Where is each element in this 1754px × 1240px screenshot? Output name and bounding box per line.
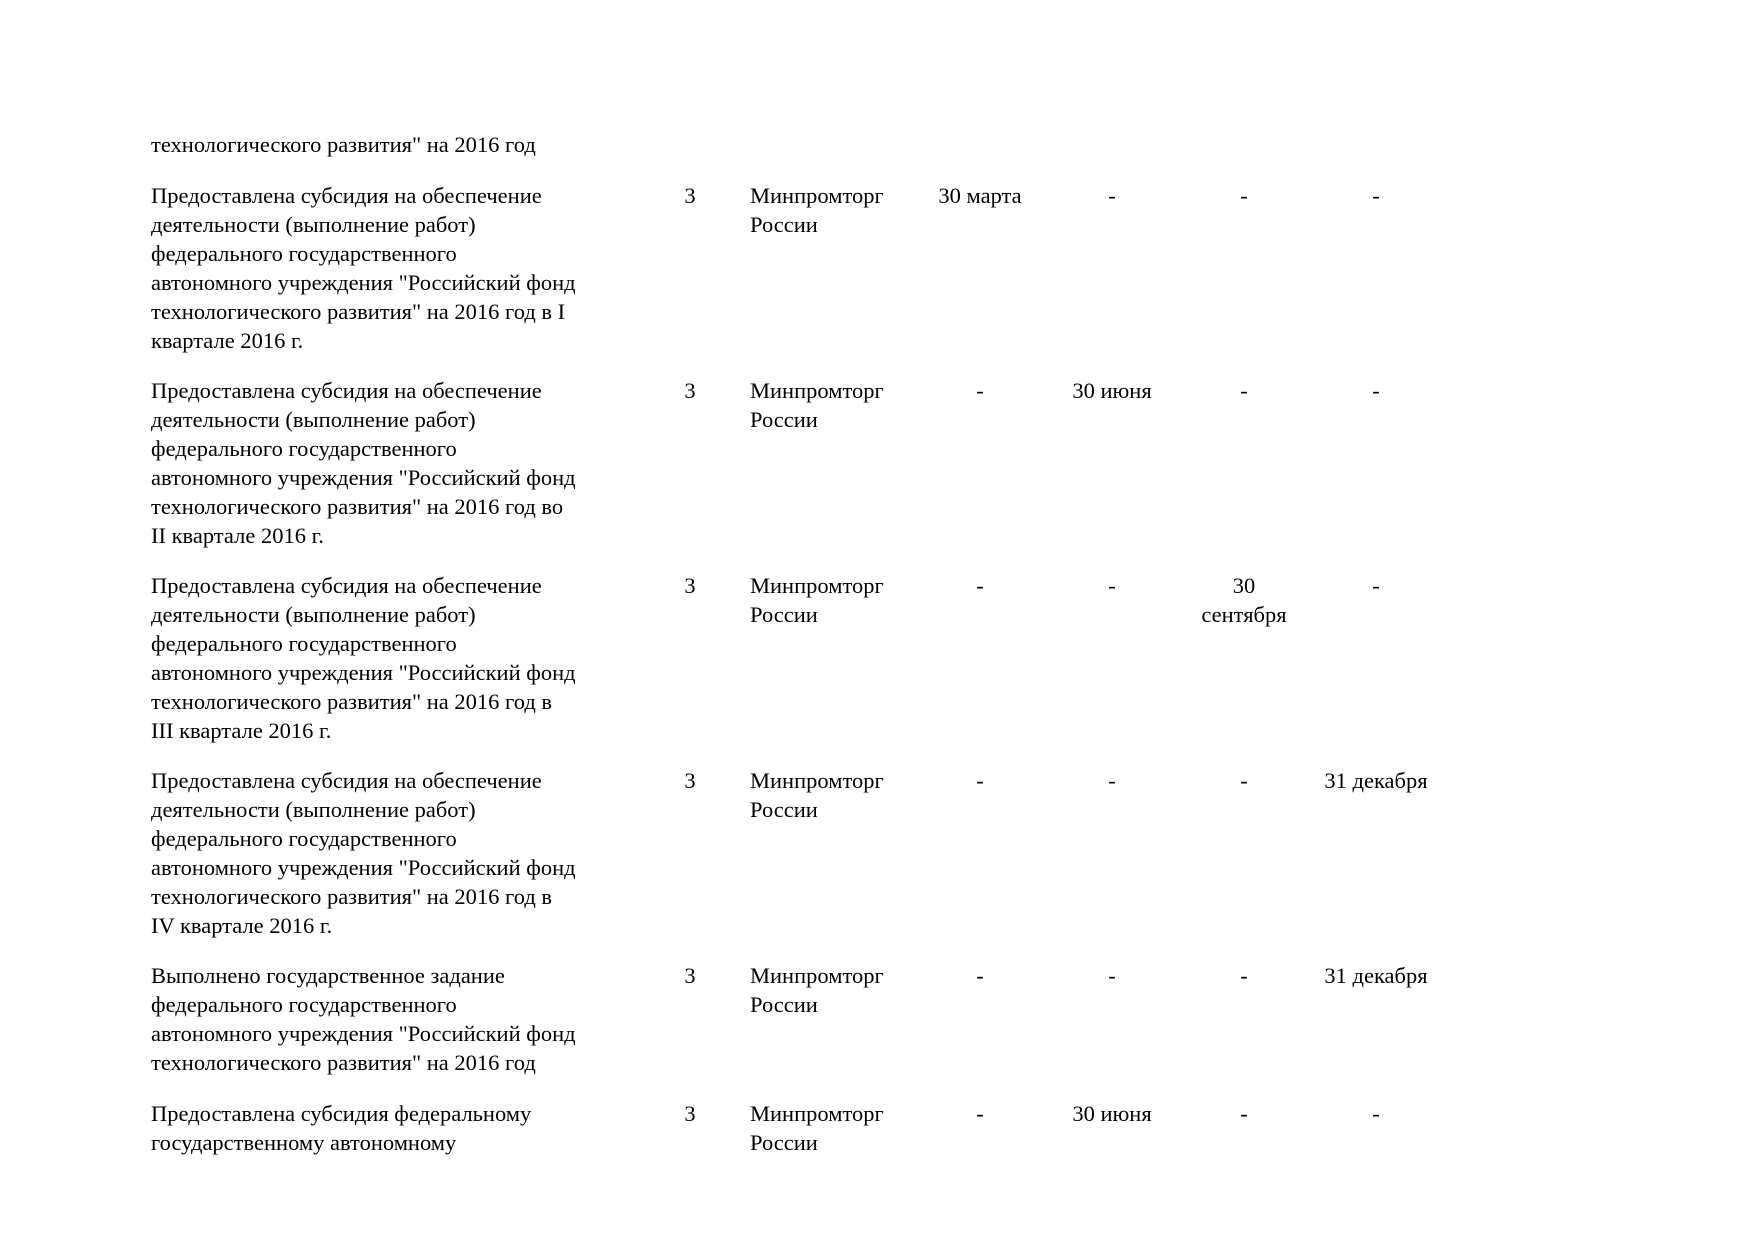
row-q1-deadline: 30 марта bbox=[938, 183, 1022, 208]
row-q4-deadline: 31 декабря bbox=[1324, 768, 1428, 793]
row-description: Предоставлена субсидия на обеспечение деятельности (выполнение работ) федерального государственного автономного учреждения "Российский фонд технологического развития" на 2016 год в IV квартале 2016 г. bbox=[151, 768, 576, 938]
row-description: Предоставлена субсидия на обеспечение деятельности (выполнение работ) федерального государственного автономного учреждения "Российский фонд технологического развития" на 2016 год во II квартале 2016 г. bbox=[151, 378, 576, 548]
row-number: 3 bbox=[684, 963, 696, 988]
row-description: Выполнено государственное задание федерального государственного автономного учреждения "Российский фонд технологического развития" на 2016 год bbox=[151, 963, 576, 1075]
row-executor: Минпромторг России bbox=[750, 1101, 884, 1155]
row-q2-deadline: - bbox=[1108, 183, 1116, 208]
row-q4-deadline: 31 декабря bbox=[1324, 963, 1428, 988]
row-q3-deadline: - bbox=[1240, 378, 1248, 403]
row-q3-deadline: - bbox=[1240, 183, 1248, 208]
row-description: Предоставлена субсидия федеральному государственному автономному bbox=[151, 1101, 532, 1155]
row-q4-deadline: - bbox=[1372, 378, 1380, 403]
row-q2-deadline: - bbox=[1108, 963, 1116, 988]
row-description: Предоставлена субсидия на обеспечение деятельности (выполнение работ) федерального государственного автономного учреждения "Российский фонд технологического развития" на 2016 год в III квартале 2016 г. bbox=[151, 573, 576, 743]
row-number: 3 bbox=[684, 183, 696, 208]
row-q3-deadline: - bbox=[1240, 768, 1248, 793]
row-q1-deadline: - bbox=[976, 963, 984, 988]
row-q1-deadline: - bbox=[976, 768, 984, 793]
row-q1-deadline: - bbox=[976, 573, 984, 598]
row-q1-deadline: - bbox=[976, 1101, 984, 1126]
row-q2-deadline: 30 июня bbox=[1072, 378, 1152, 403]
row-q4-deadline: - bbox=[1372, 1101, 1380, 1126]
row-q2-deadline: 30 июня bbox=[1072, 1101, 1152, 1126]
row-q2-deadline: - bbox=[1108, 768, 1116, 793]
row-q3-deadline: - bbox=[1240, 963, 1248, 988]
row-executor: Минпромторг России bbox=[750, 768, 884, 822]
row-number: 3 bbox=[684, 1101, 696, 1126]
row-description: Предоставлена субсидия на обеспечение деятельности (выполнение работ) федерального государственного автономного учреждения "Российский фонд технологического развития" на 2016 год в I квартале 2016 г. bbox=[151, 183, 576, 353]
row-q4-deadline: - bbox=[1372, 183, 1380, 208]
row-number: 3 bbox=[684, 378, 696, 403]
row-q1-deadline: - bbox=[976, 378, 984, 403]
continuation-text: технологического развития" на 2016 год bbox=[151, 132, 536, 157]
row-executor: Минпромторг России bbox=[750, 183, 884, 237]
row-q2-deadline: - bbox=[1108, 573, 1116, 598]
row-executor: Минпромторг России bbox=[750, 573, 884, 627]
row-executor: Минпромторг России bbox=[750, 378, 884, 432]
row-number: 3 bbox=[684, 573, 696, 598]
row-number: 3 bbox=[684, 768, 696, 793]
row-q4-deadline: - bbox=[1372, 573, 1380, 598]
row-q3-deadline: 30 сентября bbox=[1201, 573, 1287, 627]
row-q3-deadline: - bbox=[1240, 1101, 1248, 1126]
row-executor: Минпромторг России bbox=[750, 963, 884, 1017]
